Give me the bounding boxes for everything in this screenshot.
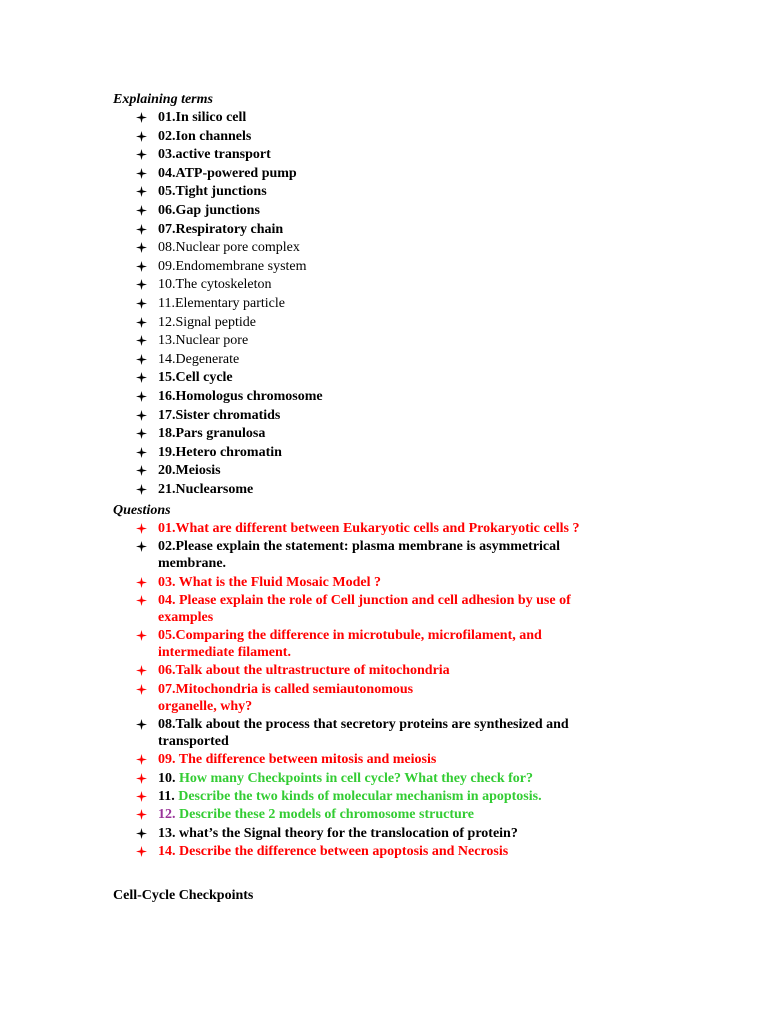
term-list-item bbox=[0, 183, 768, 201]
question-text: 06.Talk about the ultrastructure of mitochondria bbox=[158, 663, 450, 679]
question-text: 03. What is the Fluid Mosaic Model ? bbox=[158, 574, 381, 590]
question-text: 02.Please explain the statement: plasma membrane is asymmetrical membrane. bbox=[158, 539, 561, 572]
term-text: 08.Nuclear pore complex bbox=[158, 240, 300, 256]
question-list-item bbox=[0, 592, 768, 626]
diamond-bullet-icon bbox=[136, 410, 147, 421]
diamond-bullet-icon bbox=[136, 523, 147, 534]
question-text: Describe the two kinds of molecular mechanism in apoptosis. bbox=[178, 788, 542, 804]
term-list-item bbox=[0, 407, 768, 425]
terms-heading: Explaining terms bbox=[113, 92, 213, 107]
diamond-bullet-icon bbox=[136, 577, 147, 588]
diamond-bullet-icon bbox=[136, 719, 147, 730]
cell-cycle-checkpoints-heading: Cell-Cycle Checkpoints bbox=[113, 888, 254, 903]
question-list-item bbox=[0, 538, 768, 572]
term-text: 02.Ion channels bbox=[158, 128, 252, 144]
term-text: 03.active transport bbox=[158, 147, 271, 163]
question-list-item bbox=[0, 788, 768, 805]
term-list-item bbox=[0, 351, 768, 369]
diamond-bullet-icon bbox=[136, 809, 147, 820]
question-list-item bbox=[0, 520, 768, 537]
diamond-bullet-icon bbox=[136, 447, 147, 458]
diamond-bullet-icon bbox=[136, 846, 147, 857]
diamond-bullet-icon bbox=[136, 828, 147, 839]
diamond-bullet-icon bbox=[136, 279, 147, 290]
terms-list bbox=[0, 109, 768, 499]
diamond-bullet-icon bbox=[136, 754, 147, 765]
diamond-bullet-icon bbox=[136, 261, 147, 272]
question-text: How many Checkpoints in cell cycle? What they check for? bbox=[179, 770, 533, 786]
question-list-item bbox=[0, 716, 768, 750]
diamond-bullet-icon bbox=[136, 354, 147, 365]
term-text: 16.Homologus chromosome bbox=[158, 388, 323, 404]
term-text: 10.The cytoskeleton bbox=[158, 277, 272, 293]
question-text: Describe these 2 models of chromosome structure bbox=[179, 807, 474, 823]
term-list-item bbox=[0, 221, 768, 239]
question-list-item bbox=[0, 843, 768, 860]
diamond-bullet-icon bbox=[136, 391, 147, 402]
term-list-item bbox=[0, 388, 768, 406]
diamond-bullet-icon bbox=[136, 465, 147, 476]
question-text: 12. bbox=[158, 807, 179, 823]
term-list-item bbox=[0, 295, 768, 313]
term-list-item bbox=[0, 314, 768, 332]
questions-heading: Questions bbox=[113, 503, 171, 518]
diamond-bullet-icon bbox=[136, 484, 147, 495]
diamond-bullet-icon bbox=[136, 242, 147, 253]
diamond-bullet-icon bbox=[136, 317, 147, 328]
question-text: 11. bbox=[158, 788, 179, 804]
question-list-item bbox=[0, 574, 768, 591]
term-text: 13.Nuclear pore bbox=[158, 333, 249, 349]
diamond-bullet-icon bbox=[136, 298, 147, 309]
question-text: 04. Please explain the role of Cell junction and cell adhesion by use of examples bbox=[158, 592, 571, 625]
diamond-bullet-icon bbox=[136, 372, 147, 383]
term-list-item bbox=[0, 462, 768, 480]
term-text: 15.Cell cycle bbox=[158, 370, 233, 386]
diamond-bullet-icon bbox=[136, 224, 147, 235]
term-text: 18.Pars granulosa bbox=[158, 426, 266, 442]
term-text: 20.Meiosis bbox=[158, 463, 221, 479]
diamond-bullet-icon bbox=[136, 335, 147, 346]
term-text: 12.Signal peptide bbox=[158, 314, 256, 330]
term-list-item bbox=[0, 146, 768, 164]
diamond-bullet-icon bbox=[136, 149, 147, 160]
diamond-bullet-icon bbox=[136, 541, 147, 552]
term-text: 01.In silico cell bbox=[158, 110, 247, 125]
term-list-item bbox=[0, 332, 768, 350]
term-list-item bbox=[0, 444, 768, 462]
diamond-bullet-icon bbox=[136, 112, 147, 123]
term-text: 19.Hetero chromatin bbox=[158, 444, 282, 460]
term-text: 14.Degenerate bbox=[158, 351, 240, 367]
diamond-bullet-icon bbox=[136, 205, 147, 216]
term-text: 21.Nuclearsome bbox=[158, 481, 254, 497]
term-text: 04.ATP-powered pump bbox=[158, 165, 297, 181]
question-text: 01.What are different between Eukaryotic cells and Prokaryotic cells ? bbox=[158, 521, 580, 536]
term-text: 07.Respiratory chain bbox=[158, 221, 284, 237]
term-list-item bbox=[0, 128, 768, 146]
diamond-bullet-icon bbox=[136, 773, 147, 784]
term-text: 17.Sister chromatids bbox=[158, 407, 281, 423]
term-text: 09.Endomembrane system bbox=[158, 258, 307, 274]
question-list-item bbox=[0, 681, 768, 715]
question-text: 08.Talk about the process that secretory proteins are synthesized and transported bbox=[158, 717, 569, 750]
term-list-item bbox=[0, 258, 768, 276]
term-text: 06.Gap junctions bbox=[158, 202, 260, 218]
question-text: 09. The difference between mitosis and meiosis bbox=[158, 752, 437, 768]
diamond-bullet-icon bbox=[136, 428, 147, 439]
diamond-bullet-icon bbox=[136, 131, 147, 142]
question-list-item bbox=[0, 825, 768, 842]
diamond-bullet-icon bbox=[136, 595, 147, 606]
diamond-bullet-icon bbox=[136, 665, 147, 676]
term-text: 11.Elementary particle bbox=[158, 295, 285, 311]
term-list-item bbox=[0, 165, 768, 183]
question-list-item bbox=[0, 806, 768, 823]
diamond-bullet-icon bbox=[136, 168, 147, 179]
term-list-item bbox=[0, 109, 768, 127]
questions-list bbox=[0, 520, 768, 861]
term-list-item bbox=[0, 202, 768, 220]
question-text: 14. Describe the difference between apoptosis and Necrosis bbox=[158, 843, 509, 859]
question-text: 10. bbox=[158, 770, 179, 786]
question-text: 07.Mitochondria is called semiautonomous bbox=[158, 681, 414, 697]
question-text: organelle, why? bbox=[158, 698, 253, 714]
term-list-item bbox=[0, 425, 768, 443]
question-list-item bbox=[0, 770, 768, 787]
term-text: 05.Tight junctions bbox=[158, 184, 267, 200]
question-list-item bbox=[0, 627, 768, 661]
question-list-item bbox=[0, 662, 768, 679]
diamond-bullet-icon bbox=[136, 684, 147, 695]
question-list-item bbox=[0, 751, 768, 768]
diamond-bullet-icon bbox=[136, 791, 147, 802]
diamond-bullet-icon bbox=[136, 186, 147, 197]
term-list-item bbox=[0, 481, 768, 499]
question-text: 05.Comparing the difference in microtubule, microfilament, and intermediate filament. bbox=[158, 628, 542, 661]
question-text: 13. what’s the Signal theory for the translocation of protein? bbox=[158, 825, 518, 841]
diamond-bullet-icon bbox=[136, 630, 147, 641]
term-list-item bbox=[0, 369, 768, 387]
term-list-item bbox=[0, 276, 768, 294]
term-list-item bbox=[0, 239, 768, 257]
